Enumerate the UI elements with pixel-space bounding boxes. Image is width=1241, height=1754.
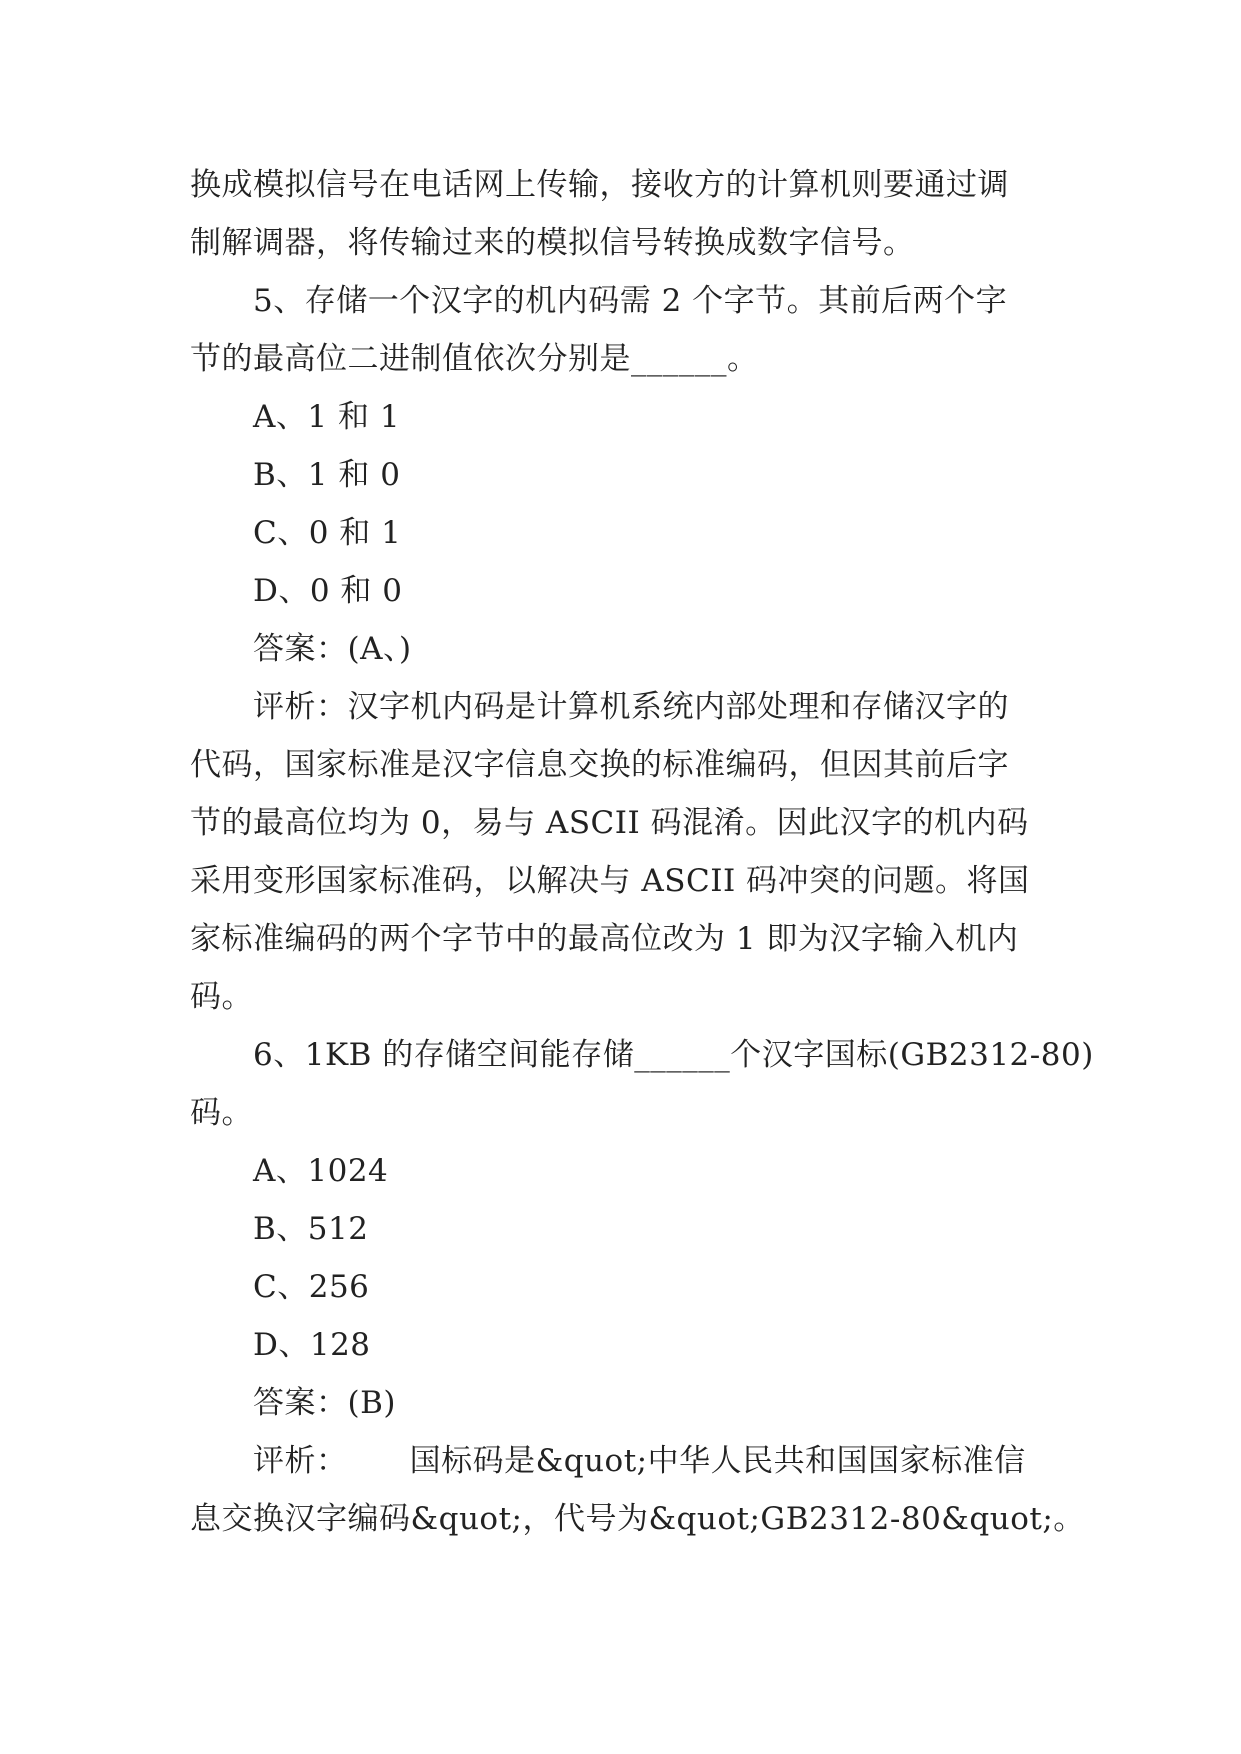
option-c: C、256 bbox=[253, 1269, 370, 1305]
analysis-line: 码。 bbox=[190, 979, 253, 1015]
answer-line: 答案：(A、) bbox=[253, 631, 412, 667]
analysis-line: 息交换汉字编码&quot;，代号为&quot;GB2312-80&quot;。 bbox=[190, 1501, 1085, 1537]
question-6-stem: 码。 bbox=[190, 1095, 253, 1131]
analysis-line: 采用变形国家标准码，以解决与 ASCII 码冲突的问题。将国 bbox=[190, 863, 1030, 899]
analysis-line: 代码，国家标准是汉字信息交换的标准编码，但因其前后字 bbox=[190, 747, 1009, 783]
question-5-stem: 节的最高位二进制值依次分别是______。 bbox=[190, 341, 759, 377]
paragraph-line: 制解调器，将传输过来的模拟信号转换成数字信号。 bbox=[190, 225, 915, 261]
question-6-stem: 6、1KB 的存储空间能存储______个汉字国标(GB2312-80) bbox=[253, 1037, 1094, 1073]
analysis-line: 节的最高位均为 0，易与 ASCII 码混淆。因此汉字的机内码 bbox=[190, 805, 1029, 841]
answer-line: 答案：(B) bbox=[253, 1385, 396, 1421]
option-d: D、0 和 0 bbox=[253, 573, 403, 609]
question-5-stem: 5、存储一个汉字的机内码需 2 个字节。其前后两个字 bbox=[253, 283, 1008, 319]
option-d: D、128 bbox=[253, 1327, 371, 1363]
option-b: B、1 和 0 bbox=[253, 457, 401, 493]
analysis-line: 评析：汉字机内码是计算机系统内部处理和存储汉字的 bbox=[253, 689, 1009, 725]
option-a: A、1 和 1 bbox=[253, 399, 401, 435]
option-c: C、0 和 1 bbox=[253, 515, 402, 551]
analysis-line: 家标准编码的两个字节中的最高位改为 1 即为汉字输入机内 bbox=[190, 921, 1019, 957]
analysis-line: 评析： 国标码是&quot;中华人民共和国国家标准信 bbox=[253, 1443, 1026, 1479]
paragraph-line: 换成模拟信号在电话网上传输，接收方的计算机则要通过调 bbox=[190, 167, 1009, 203]
option-a: A、1024 bbox=[253, 1153, 389, 1189]
option-b: B、512 bbox=[253, 1211, 369, 1247]
